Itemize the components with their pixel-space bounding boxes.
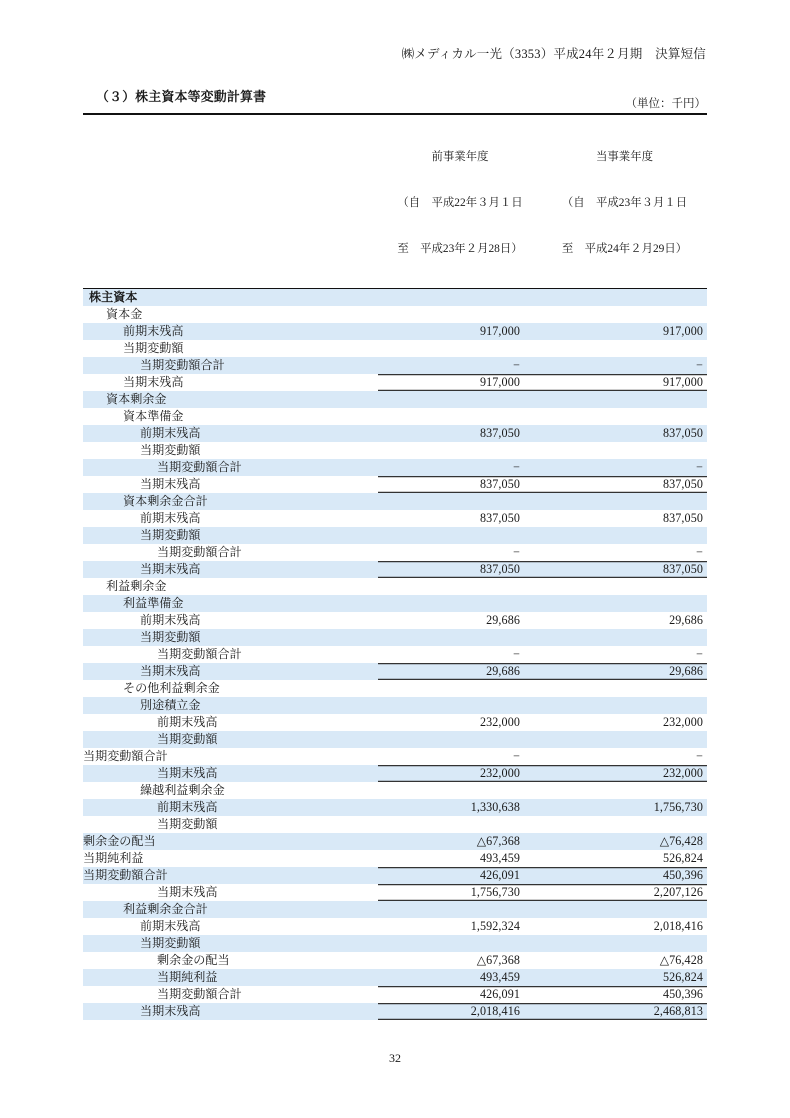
cell-current-period bbox=[542, 782, 707, 799]
cell-previous-period: 232,000 bbox=[479, 715, 520, 730]
row-label: 資本剰余金 bbox=[83, 391, 378, 408]
cell-previous-period bbox=[378, 901, 542, 918]
cell-current-period bbox=[542, 289, 707, 307]
cell-previous-period: − bbox=[513, 647, 520, 662]
cell-current-period bbox=[542, 629, 707, 646]
table-row bbox=[83, 476, 707, 493]
cell-current-period: △76,428 bbox=[542, 833, 707, 850]
cell-current-period bbox=[542, 391, 707, 408]
row-label: 当期変動額 bbox=[140, 443, 201, 458]
cell-current-period: 450,396 bbox=[542, 867, 707, 884]
column-header-current-period bbox=[542, 114, 707, 289]
cell-previous-period bbox=[378, 289, 542, 307]
cell-current-period: − bbox=[696, 545, 703, 560]
cell-previous-period: △67,368 bbox=[476, 953, 520, 968]
table-row bbox=[83, 714, 707, 731]
cell-current-period: − bbox=[696, 647, 703, 662]
cell-current-period: 232,000 bbox=[662, 715, 703, 730]
cell-current-period: 2,207,126 bbox=[542, 884, 707, 901]
row-label: 剰余金の配当 bbox=[157, 953, 230, 968]
cell-previous-period: 426,091 bbox=[378, 986, 542, 1003]
table-row bbox=[83, 799, 707, 816]
cell-current-period bbox=[542, 306, 707, 323]
table-row bbox=[83, 323, 707, 340]
row-label: 当期変動額 bbox=[83, 731, 378, 748]
cell-previous-period: 493,459 bbox=[479, 851, 520, 866]
table-row bbox=[83, 289, 707, 307]
row-label: 当期末残高 bbox=[83, 765, 378, 782]
cell-current-period: 837,050 bbox=[662, 511, 703, 526]
row-label: 当期末残高 bbox=[140, 477, 201, 492]
cell-previous-period: 837,050 bbox=[378, 561, 542, 578]
cell-current-period: 526,824 bbox=[662, 851, 703, 866]
table-row bbox=[83, 850, 707, 867]
row-label: 当期変動額合計 bbox=[83, 749, 168, 764]
row-label: 当期変動額合計 bbox=[83, 357, 378, 374]
table-row bbox=[83, 629, 707, 646]
table-row bbox=[83, 901, 707, 918]
cell-current-period bbox=[542, 578, 707, 595]
cell-current-period bbox=[542, 493, 707, 510]
table-row bbox=[83, 493, 707, 510]
cell-previous-period: 837,050 bbox=[479, 511, 520, 526]
table-row bbox=[83, 816, 707, 833]
cell-current-period: 917,000 bbox=[542, 323, 707, 340]
row-label: 当期変動額合計 bbox=[83, 459, 378, 476]
cell-previous-period bbox=[378, 731, 542, 748]
row-label: 前期末残高 bbox=[83, 425, 378, 442]
table-row bbox=[83, 561, 707, 578]
cell-previous-period: − bbox=[378, 357, 542, 374]
row-label: 当期末残高 bbox=[83, 1003, 378, 1020]
row-label: 当期末残高 bbox=[157, 885, 218, 900]
cell-current-period: 2,018,416 bbox=[653, 919, 703, 934]
cell-previous-period bbox=[378, 408, 542, 425]
cell-current-period bbox=[542, 697, 707, 714]
row-label: 当期変動額合計 bbox=[157, 647, 242, 662]
table-row bbox=[83, 527, 707, 544]
table-body bbox=[83, 289, 707, 1021]
row-label: 前期末残高 bbox=[140, 613, 201, 628]
table-row bbox=[83, 867, 707, 884]
cell-previous-period: 917,000 bbox=[378, 323, 542, 340]
cell-previous-period: 426,091 bbox=[378, 867, 542, 884]
cell-previous-period: − bbox=[513, 749, 520, 764]
row-label: 当期変動額 bbox=[83, 629, 378, 646]
row-label: 株主資本 bbox=[83, 289, 378, 307]
running-header: ㈱メディカル一光（3353）平成24年２月期 決算短信 bbox=[401, 47, 706, 61]
table-row bbox=[83, 442, 707, 459]
column-header-previous-period bbox=[378, 114, 542, 289]
cell-current-period: 29,686 bbox=[669, 613, 703, 628]
cell-current-period bbox=[542, 442, 707, 459]
row-label: 当期変動額 bbox=[157, 817, 218, 832]
table-row bbox=[83, 969, 707, 986]
table-row bbox=[83, 680, 707, 697]
cell-previous-period: 917,000 bbox=[378, 374, 542, 391]
row-label: 当期変動額合計 bbox=[157, 987, 242, 1002]
table-row bbox=[83, 697, 707, 714]
table-row bbox=[83, 408, 707, 425]
row-label: その他利益剰余金 bbox=[123, 681, 220, 696]
cell-current-period: 837,050 bbox=[542, 476, 707, 493]
unit-note: （単位：千円） bbox=[625, 98, 706, 110]
table-row bbox=[83, 578, 707, 595]
cell-current-period bbox=[542, 935, 707, 952]
table-row bbox=[83, 935, 707, 952]
table-row bbox=[83, 731, 707, 748]
cell-current-period: △76,428 bbox=[659, 953, 703, 968]
table-header bbox=[83, 114, 707, 289]
row-label: 前期末残高 bbox=[83, 323, 378, 340]
cell-previous-period: − bbox=[378, 459, 542, 476]
row-label: 前期末残高 bbox=[83, 799, 378, 816]
table-row bbox=[83, 425, 707, 442]
table-row bbox=[83, 595, 707, 612]
cell-current-period: − bbox=[696, 749, 703, 764]
cell-previous-period: 232,000 bbox=[378, 765, 542, 782]
table-row bbox=[83, 918, 707, 935]
row-label: 当期純利益 bbox=[83, 851, 144, 866]
curr-period-to: 至 平成24年２月29日） bbox=[561, 243, 688, 256]
table-row bbox=[83, 340, 707, 357]
cell-current-period: − bbox=[542, 357, 707, 374]
cell-previous-period bbox=[378, 578, 542, 595]
table-row bbox=[83, 952, 707, 969]
table-row bbox=[83, 663, 707, 680]
table-row bbox=[83, 544, 707, 561]
row-label: 資本剰余金合計 bbox=[83, 493, 378, 510]
page-number: 32 bbox=[389, 1051, 401, 1065]
cell-current-period: 29,686 bbox=[542, 663, 707, 680]
prev-period-from: （自 平成22年３月１日 bbox=[397, 196, 523, 209]
cell-previous-period: − bbox=[513, 545, 520, 560]
table-row bbox=[83, 884, 707, 901]
cell-current-period: 837,050 bbox=[542, 561, 707, 578]
cell-previous-period bbox=[378, 629, 542, 646]
row-label: 当期末残高 bbox=[83, 561, 378, 578]
table-row bbox=[83, 357, 707, 374]
table-row bbox=[83, 782, 707, 799]
row-label: 当期末残高 bbox=[123, 375, 184, 390]
cell-previous-period bbox=[378, 340, 542, 357]
cell-previous-period bbox=[378, 782, 542, 799]
row-label: 別途積立金 bbox=[83, 697, 378, 714]
cell-current-period: − bbox=[542, 459, 707, 476]
cell-previous-period bbox=[378, 442, 542, 459]
row-label: 資本金 bbox=[106, 307, 143, 322]
cell-current-period: 917,000 bbox=[542, 374, 707, 391]
table-row bbox=[83, 306, 707, 323]
cell-current-period bbox=[542, 816, 707, 833]
row-label: 利益準備金 bbox=[83, 595, 378, 612]
cell-previous-period bbox=[378, 680, 542, 697]
cell-current-period bbox=[542, 527, 707, 544]
shareholders-equity-table bbox=[83, 113, 707, 1020]
row-label: 前期末残高 bbox=[157, 715, 218, 730]
cell-current-period bbox=[542, 340, 707, 357]
table-row bbox=[83, 748, 707, 765]
curr-period-from: （自 平成23年３月１日 bbox=[561, 196, 688, 209]
curr-period-title: 当事業年度 bbox=[596, 150, 653, 163]
row-label: 当期変動額 bbox=[83, 527, 378, 544]
cell-previous-period: 1,756,730 bbox=[378, 884, 542, 901]
row-label: 当期末残高 bbox=[83, 663, 378, 680]
table-row bbox=[83, 646, 707, 663]
row-label: 当期変動額合計 bbox=[83, 867, 378, 884]
table-row bbox=[83, 459, 707, 476]
row-label: 前期末残高 bbox=[140, 919, 201, 934]
page-title: （３）株主資本等変動計算書 bbox=[96, 90, 267, 104]
table-row bbox=[83, 765, 707, 782]
cell-current-period: 2,468,813 bbox=[542, 1003, 707, 1020]
row-label: 前期末残高 bbox=[140, 511, 201, 526]
row-label: 繰越利益剰余金 bbox=[140, 783, 225, 798]
cell-previous-period: 493,459 bbox=[378, 969, 542, 986]
cell-previous-period bbox=[378, 935, 542, 952]
table-row bbox=[83, 510, 707, 527]
cell-previous-period bbox=[378, 391, 542, 408]
statement-table-container bbox=[83, 113, 707, 1020]
row-label: 利益剰余金 bbox=[106, 579, 167, 594]
table-row bbox=[83, 986, 707, 1003]
cell-current-period bbox=[542, 901, 707, 918]
cell-previous-period bbox=[378, 306, 542, 323]
cell-previous-period: 1,330,638 bbox=[378, 799, 542, 816]
cell-previous-period: 837,050 bbox=[378, 476, 542, 493]
table-row bbox=[83, 374, 707, 391]
cell-previous-period bbox=[378, 527, 542, 544]
row-label: 当期変動額合計 bbox=[157, 545, 242, 560]
cell-current-period bbox=[542, 595, 707, 612]
row-label: 資本準備金 bbox=[123, 409, 184, 424]
cell-current-period bbox=[542, 731, 707, 748]
prev-period-to: 至 平成23年２月28日） bbox=[397, 243, 523, 256]
cell-current-period bbox=[542, 408, 707, 425]
cell-previous-period: △67,368 bbox=[378, 833, 542, 850]
table-row bbox=[83, 391, 707, 408]
row-label: 剰余金の配当 bbox=[83, 833, 378, 850]
cell-previous-period: 1,592,324 bbox=[470, 919, 520, 934]
cell-current-period: 232,000 bbox=[542, 765, 707, 782]
row-label: 当期変動額 bbox=[83, 935, 378, 952]
column-header-label bbox=[83, 114, 378, 289]
cell-previous-period bbox=[378, 493, 542, 510]
table-row bbox=[83, 833, 707, 850]
row-label: 利益剰余金合計 bbox=[83, 901, 378, 918]
cell-current-period bbox=[542, 680, 707, 697]
row-label: 当期純利益 bbox=[83, 969, 378, 986]
cell-previous-period: 837,050 bbox=[378, 425, 542, 442]
cell-previous-period: 29,686 bbox=[486, 613, 520, 628]
table-row bbox=[83, 612, 707, 629]
table-row bbox=[83, 1003, 707, 1020]
cell-current-period: 526,824 bbox=[542, 969, 707, 986]
cell-current-period: 450,396 bbox=[542, 986, 707, 1003]
cell-previous-period bbox=[378, 816, 542, 833]
cell-previous-period bbox=[378, 697, 542, 714]
row-label: 当期変動額 bbox=[123, 341, 184, 356]
cell-current-period: 1,756,730 bbox=[542, 799, 707, 816]
cell-previous-period bbox=[378, 595, 542, 612]
prev-period-title: 前事業年度 bbox=[431, 150, 489, 163]
cell-current-period: 837,050 bbox=[542, 425, 707, 442]
cell-previous-period: 2,018,416 bbox=[378, 1003, 542, 1020]
cell-previous-period: 29,686 bbox=[378, 663, 542, 680]
